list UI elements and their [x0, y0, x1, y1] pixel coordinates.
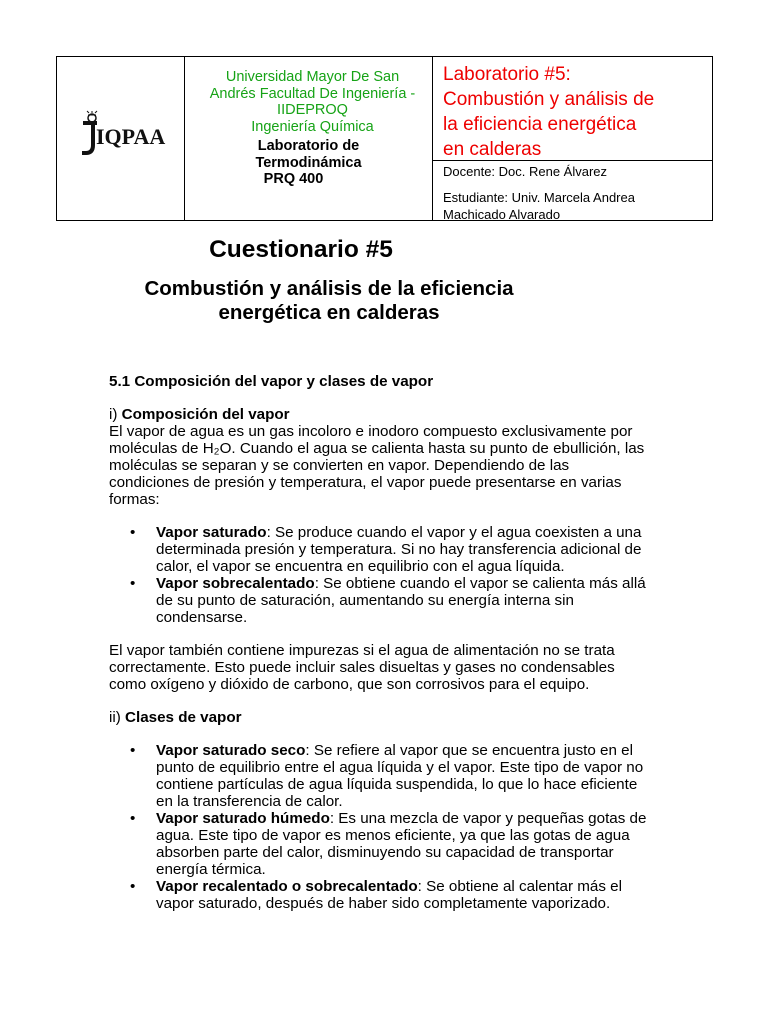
- part-ii-heading: [109, 709, 664, 726]
- part-prefix: i): [109, 406, 122, 423]
- list-item: [109, 575, 664, 626]
- paragraph-composition: [109, 423, 664, 508]
- page-title: [0, 236, 768, 264]
- list-text: energía térmica.: [156, 861, 266, 878]
- estudiante-line: Machicado Alvarado: [443, 207, 561, 222]
- bullet-icon: •: [130, 878, 136, 895]
- text-line: condiciones de presión y temperatura, el vapor puede presentarse en varias: [109, 474, 622, 491]
- text-line: moléculas de H₂O. Cuando el agua se calienta hasta su punto de ebullición, las: [109, 440, 645, 457]
- paragraph-impurities: [109, 642, 664, 693]
- list-text: en la transferencia de calor.: [156, 793, 343, 810]
- list-text: punto de equilibrio entre el agua líquida y el vapor. Este tipo de vapor no: [156, 759, 644, 776]
- page-title-text: Cuestionario #5: [209, 236, 393, 263]
- lab-title-line: en calderas: [443, 139, 542, 160]
- list-text: vapor saturado, después de haber sido completamente vaporizado.: [156, 895, 611, 912]
- course-name: [185, 138, 432, 171]
- list-term: Vapor saturado húmedo: [156, 810, 330, 827]
- vapor-classes-list: [109, 742, 664, 912]
- text-line: como oxígeno y dióxido de carbono, que son corrosivos para el equipo.: [109, 676, 590, 693]
- list-text: de su punto de saturación, aumentando su energía interna sin: [156, 592, 574, 609]
- section-heading: 5.1 Composición del vapor y clases de vapor: [109, 373, 434, 390]
- list-text: : Se obtiene al calentar más el: [417, 878, 622, 895]
- text-line: El vapor también contiene impurezas si el agua de alimentación no se trata: [109, 642, 615, 659]
- list-term: Vapor sobrecalentado: [156, 575, 315, 592]
- university-line: IIDEPROQ: [277, 102, 348, 118]
- list-item: [109, 878, 664, 912]
- lab-title: [443, 62, 706, 162]
- university-line: Universidad Mayor De San: [225, 69, 400, 85]
- text-line: correctamente. Esto puede incluir sales disueltas y gases no condensables: [109, 659, 615, 676]
- lab-title-line: Combustión y análisis de: [443, 89, 655, 110]
- list-term: Vapor recalentado o sobrecalentado: [156, 878, 418, 895]
- text-line: moléculas se separan y se convierten en vapor. Dependiendo de las: [109, 457, 570, 474]
- bullet-icon: •: [130, 524, 136, 541]
- list-item: [109, 524, 664, 575]
- list-text: agua. Este tipo de vapor es menos eficiente, ya que las gotas de agua: [156, 827, 630, 844]
- bullet-icon: •: [130, 810, 136, 827]
- estudiante-line: Estudiante: Univ. Marcela Andrea: [443, 190, 635, 205]
- page-subtitle: [100, 277, 558, 325]
- estudiante: [443, 189, 706, 223]
- cell-divider: [433, 160, 712, 161]
- header-table: [56, 56, 713, 221]
- iqpaa-logo: [79, 109, 174, 159]
- list-term: Vapor saturado seco: [156, 742, 306, 759]
- university-cell: [185, 57, 433, 220]
- list-text: : Se obtiene cuando el vapor se calienta más allá: [314, 575, 646, 592]
- lab-cell: [433, 57, 712, 220]
- part-prefix: ii): [109, 709, 126, 726]
- lab-title-line: Laboratorio #5:: [443, 64, 571, 85]
- logo-letters: IQPAA: [96, 124, 166, 149]
- university-line: Andrés Facultad De Ingeniería -: [209, 85, 416, 102]
- university-line: Ingeniería Química: [251, 118, 374, 135]
- course-code: PRQ 400: [263, 171, 324, 187]
- course-line: Termodinámica: [255, 154, 362, 171]
- list-text: contiene partículas de agua líquida suspendida, lo que lo hace eficiente: [156, 776, 638, 793]
- bullet-icon: •: [130, 575, 136, 592]
- course-line: Laboratorio de: [257, 138, 360, 154]
- lab-title-line: la eficiencia energética: [443, 114, 637, 135]
- list-text: condensarse.: [156, 609, 248, 626]
- vapor-forms-list: [109, 524, 664, 626]
- subtitle-line: energética en calderas: [218, 301, 440, 324]
- text-line: El vapor de agua es un gas incoloro e inodoro compuesto exclusivamente por: [109, 423, 633, 440]
- bullet-icon: •: [130, 742, 136, 759]
- part-heading-text: Clases de vapor: [125, 709, 242, 726]
- list-text: calor, el vapor se encuentra en equilibrio con el agua líquida.: [156, 558, 565, 575]
- list-text: absorben parte del calor, disminuyendo su capacidad de transportar: [156, 844, 614, 861]
- list-text: : Se produce cuando el vapor y el agua coexisten a una: [266, 524, 642, 541]
- part-heading-text: Composición del vapor: [121, 406, 290, 423]
- list-text: : Es una mezcla de vapor y pequeñas gotas de: [329, 810, 647, 827]
- docente: Docente: Doc. Rene Álvarez: [443, 164, 608, 179]
- university-name: [193, 69, 432, 135]
- part-i-heading: [109, 406, 664, 423]
- logo-cell: [57, 57, 185, 220]
- document-body: [109, 373, 664, 912]
- text-line: formas:: [109, 491, 160, 508]
- list-item: [109, 742, 664, 810]
- list-item: [109, 810, 664, 878]
- subtitle-line: Combustión y análisis de la eficiencia: [144, 277, 514, 300]
- list-text: : Se refiere al vapor que se encuentra justo en el: [305, 742, 633, 759]
- list-term: Vapor saturado: [156, 524, 267, 541]
- list-text: determinada presión y temperatura. Si no hay transferencia adicional de: [156, 541, 642, 558]
